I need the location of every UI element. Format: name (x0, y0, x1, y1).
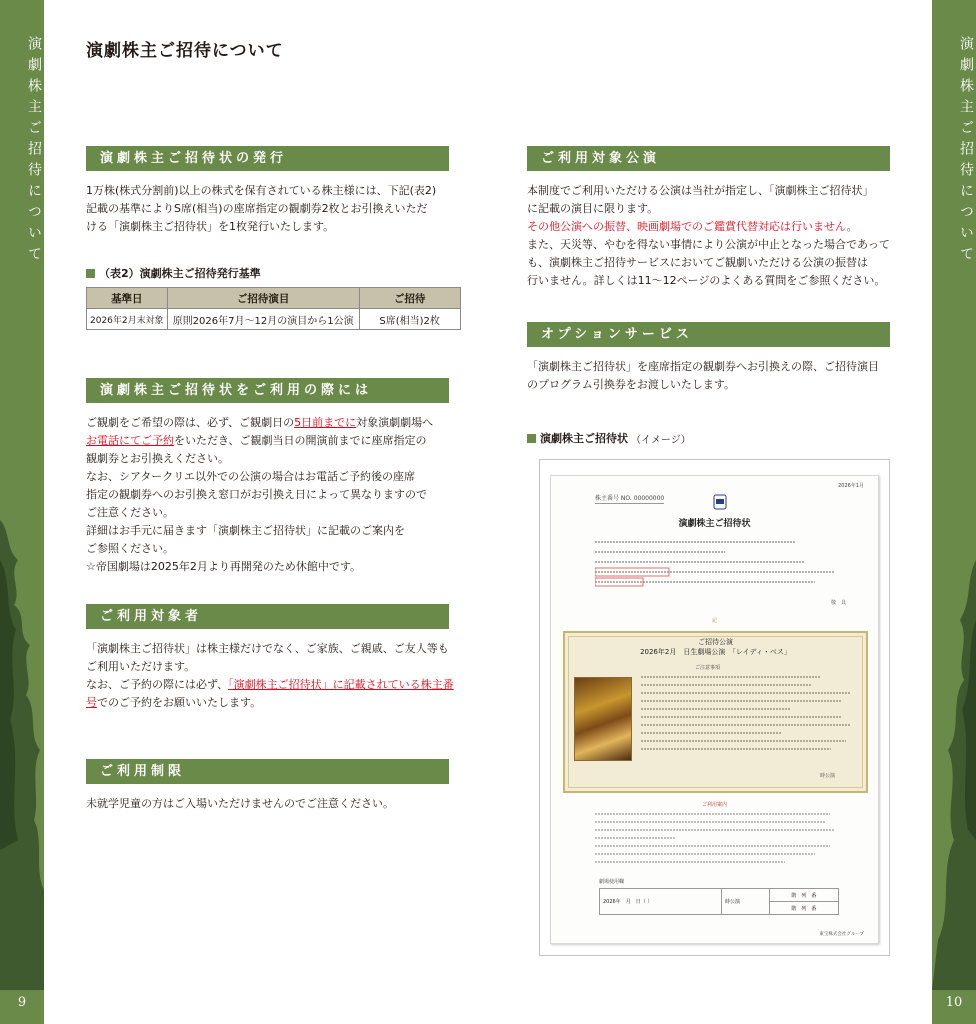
right-tree-silhouette (932, 560, 976, 990)
option-body (527, 358, 897, 394)
eligible-highlight: 号 (86, 696, 97, 709)
issue-line: 1万株(株式分割前)以上の株式を保有されている株主様には、下記(表2) (86, 184, 437, 197)
invitation-date: 2026年1月 (838, 483, 864, 489)
invitation-date-row: 時公演 (820, 773, 836, 779)
right-vertical-title: 演劇株主ご招待について (958, 36, 974, 267)
ticket-seat-cell: 階 列 番 (769, 889, 838, 902)
company-seal-icon (713, 494, 727, 510)
table-header: ご招待演目 (167, 288, 359, 309)
eligible-body (86, 640, 456, 712)
option-line: 「演劇株主ご招待状」を座席指定の観劇券へお引換えの際、ご招待演目 (527, 360, 879, 373)
criteria-table (86, 287, 461, 330)
left-tree-silhouette (0, 520, 44, 990)
section-heading-issue: 演劇株主ご招待状の発行 (86, 146, 449, 171)
page-title: 演劇株主ご招待について (86, 41, 284, 61)
usage-text: ご観劇をご希望の際は、必ず、ご観劇日の (86, 416, 295, 429)
usage-line: ご参照ください。 (86, 542, 174, 555)
performances-line: 行いません。詳しくは11～12ページのよくある質問をご参照ください。 (527, 274, 886, 287)
invitation-ticket-table (599, 888, 839, 915)
usage-body (86, 414, 456, 576)
image-caption (527, 430, 691, 446)
ticket-date-cell: 2026年 月 日（ ） (600, 889, 722, 915)
table-cell: 2026年2月末対象 (87, 309, 168, 330)
issue-line: 記載の基準によりS席(相当)の座席指定の観劇券2枚とお引換えいただ (86, 202, 428, 215)
table-cell: 原則2026年7月～12月の演目から1公演 (167, 309, 359, 330)
performances-line: も、演劇株主ご招待サービスにおいてご観劇いただける公演の振替は (527, 256, 868, 269)
usage-highlight: お電話にてご予約 (86, 434, 174, 447)
table-header: ご招待 (359, 288, 460, 309)
performance-poster-image (574, 677, 632, 761)
invitation-usage-lines (595, 812, 845, 868)
invitation-perf-name: 2026年2月 日生劇場公演 「レイディ・ベス」 (640, 648, 791, 656)
eligible-text: でのご予約をお願いいたします。 (97, 696, 262, 709)
invitation-title: 演劇株主ご招待状 (678, 519, 751, 529)
section-heading-restrict: ご利用制限 (86, 759, 449, 784)
invitation-paper (550, 475, 879, 944)
invitation-closing: 敬 具 (830, 600, 846, 606)
section-heading-performances: ご利用対象公演 (527, 146, 890, 171)
eligible-line: 「演劇株主ご招待状」は株主様だけでなく、ご家族、ご親戚、ご友人等も (86, 642, 449, 655)
eligible-text: なお、ご予約の際には必ず、 (86, 678, 229, 691)
invitation-ticket-label: 劇場使用欄 (599, 879, 625, 885)
usage-line: 詳細はお手元に届きます「演劇株主ご招待状」に記載のご案内を (86, 524, 405, 537)
usage-text: をいただき、ご観劇当日の開演前までに座席指定の (174, 434, 427, 447)
restrict-body: 未就学児童の方はご入場いただけませんのでご注意ください。 (86, 797, 394, 810)
square-bullet-icon (527, 434, 536, 443)
performances-warning: その他公演への振替、映画劇場でのご鑑賞代替対応は行いません。 (527, 220, 858, 233)
image-caption-text: 演劇株主ご招待状 (540, 432, 628, 445)
invitation-notes-title: ご注意事項 (695, 665, 721, 671)
option-line: のプログラム引換券をお渡しいたします。 (527, 378, 736, 391)
invitation-ki: 記 (711, 618, 717, 624)
section-heading-usage: 演劇株主ご招待状をご利用の際には (86, 378, 449, 403)
performances-body (527, 182, 897, 290)
invitation-image (539, 459, 890, 956)
image-caption-note: （イメージ） (631, 434, 691, 446)
performances-line: また、天災等、やむを得ない事情により公演が中止となった場合であって (527, 238, 890, 251)
invitation-perf-label: ご招待公演 (698, 638, 733, 646)
invitation-letter-lines (595, 539, 855, 609)
page-number-left: 9 (17, 995, 27, 1010)
table-caption (86, 265, 261, 281)
invitation-shareholder-number: 株主番号 NO. 00000000 (595, 495, 665, 502)
left-side-bar (0, 0, 44, 1024)
invitation-footer: 東宝株式会社グループ (819, 932, 864, 937)
eligible-line: ご利用いただけます。 (86, 660, 196, 673)
ticket-show-cell: 時公演 (721, 889, 769, 915)
ticket-seat-cell: 階 列 番 (769, 902, 838, 915)
performances-line: に記載の演目に限ります。 (527, 202, 659, 215)
invitation-usage-title: ご利用案内 (701, 802, 727, 808)
issue-body (86, 182, 456, 236)
right-side-bar (932, 0, 976, 1024)
eligible-highlight: 「演劇株主ご招待状」に記載されている株主番 (228, 678, 454, 691)
section-heading-option: オプションサービス (527, 322, 890, 347)
usage-highlight: 5日前までに (294, 416, 357, 429)
table-header: 基準日 (87, 288, 168, 309)
usage-line: 指定の観劇券へのお引換え窓口がお引換え日によって異なりますので (86, 488, 427, 501)
section-heading-eligible: ご利用対象者 (86, 604, 449, 629)
left-vertical-title: 演劇株主ご招待について (26, 36, 42, 267)
page-number-right: 10 (945, 995, 963, 1010)
usage-line: なお、シアタークリエ以外での公演の場合はお電話ご予約後の座席 (86, 470, 416, 483)
square-bullet-icon (86, 269, 95, 278)
invitation-performance-panel (563, 631, 868, 793)
usage-text: 対象演劇劇場へ (356, 416, 434, 429)
usage-line: 観劇券とお引換えください。 (86, 452, 229, 465)
performances-line: 本制度でご利用いただける公演は当社が指定し、「演劇株主ご招待状」 (527, 184, 874, 197)
table-caption-text: （表2）演劇株主ご招待発行基準 (99, 267, 261, 280)
table-cell: S席(相当)2枚 (359, 309, 460, 330)
table-row (87, 309, 461, 330)
usage-line: ご注意ください。 (86, 506, 174, 519)
issue-line: ける「演劇株主ご招待状」を1枚発行いたします。 (86, 220, 335, 233)
usage-line: ☆帝国劇場は2025年2月より再開発のため休館中です。 (86, 560, 361, 573)
invitation-notes-lines (641, 675, 861, 771)
